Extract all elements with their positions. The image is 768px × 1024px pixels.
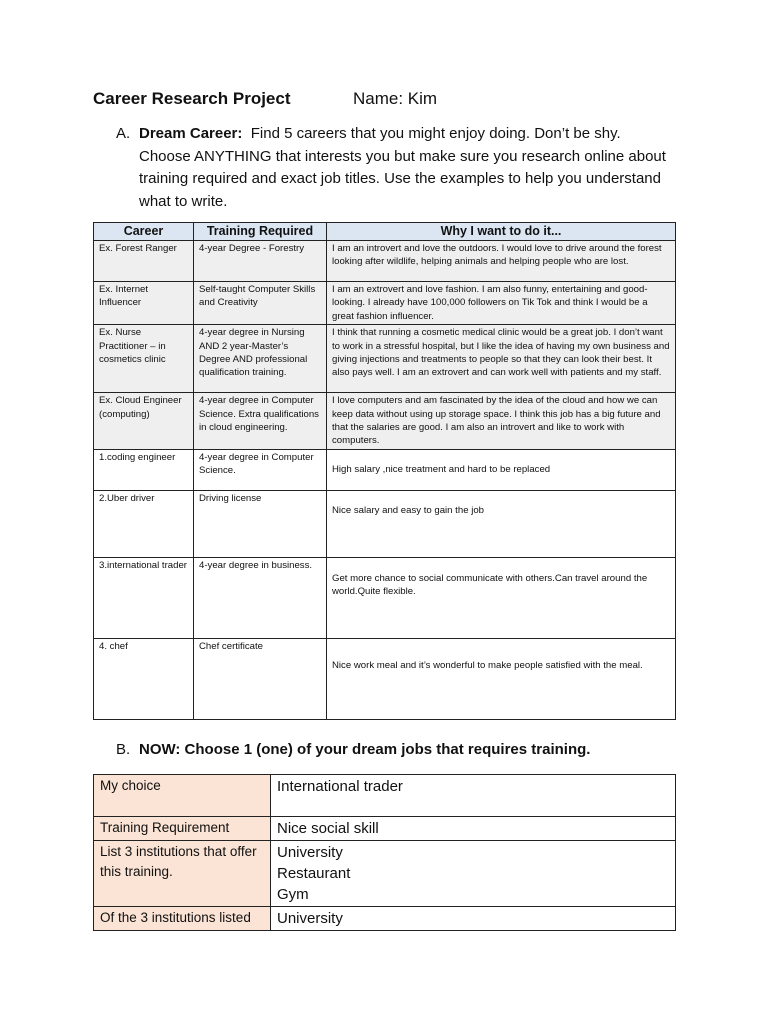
column-header-career: Career bbox=[94, 223, 194, 241]
why-cell bbox=[327, 638, 676, 719]
choice-table bbox=[93, 774, 676, 931]
why-cell: I love computers and am fascinated by the idea of the cloud and how we can keep data without using up storage space. I think this job has a big future and that the salaries are good. I am also an introvert and like to work with computers. bbox=[327, 393, 676, 450]
table-row bbox=[94, 241, 676, 282]
choice-row bbox=[94, 775, 676, 817]
choice-row bbox=[94, 817, 676, 841]
table-row bbox=[94, 638, 676, 719]
choice-row bbox=[94, 841, 676, 907]
why-cell: I think that running a cosmetic medical clinic would be a great job. I don’t want to work in a stressful hospital, but I like the idea of having my own business and giving injections and treatments to people so that they can look their best. It also pays well. I am an extrovert and can work well with patients and my staff. bbox=[327, 325, 676, 393]
table-row bbox=[94, 393, 676, 450]
section-b-text: NOW: Choose 1 (one) of your dream jobs that requires training. bbox=[139, 741, 591, 758]
training-cell: 4-year degree in business. bbox=[194, 557, 327, 638]
why-text: Nice work meal and it’s wonderful to make people satisfied with the meal. bbox=[332, 659, 643, 671]
table-row bbox=[94, 449, 676, 490]
training-cell: 4-year degree in Nursing AND 2 year-Master’s Degree AND professional qualification training. bbox=[194, 325, 327, 393]
table-row bbox=[94, 282, 676, 325]
column-header-training: Training Required bbox=[194, 223, 327, 241]
career-cell: 4. chef bbox=[94, 638, 194, 719]
training-requirement-label: Training Requirement bbox=[94, 817, 271, 841]
student-name: Name: Kim bbox=[353, 89, 438, 108]
of-three-value: University bbox=[271, 907, 676, 931]
why-text: Get more chance to social communicate with others.Can travel around the world.Quite flexible. bbox=[332, 572, 648, 598]
section-a-instructions bbox=[116, 123, 676, 213]
why-cell: High salary ,nice treatment and hard to be replaced bbox=[327, 449, 676, 490]
career-cell: Ex. Internet Influencer bbox=[94, 282, 194, 325]
why-text: Nice salary and easy to gain the job bbox=[332, 504, 484, 516]
career-cell: 1.coding engineer bbox=[94, 449, 194, 490]
page-title: Career Research Project bbox=[93, 89, 291, 108]
section-b-letter: B. bbox=[116, 741, 131, 758]
career-cell: Ex. Nurse Practitioner – in cosmetics clinic bbox=[94, 325, 194, 393]
section-a-text: Find 5 careers that you might enjoy doing. Don’t be shy. Choose ANYTHING that interests you but make sure you research online about training required and exact job titles. Use the examples to help you understand what to write. bbox=[139, 125, 666, 210]
training-cell: 4-year Degree - Forestry bbox=[194, 241, 327, 282]
training-cell: 4-year degree in Computer Science. bbox=[194, 449, 327, 490]
my-choice-label: My choice bbox=[94, 775, 271, 817]
column-header-why: Why I want to do it... bbox=[327, 223, 676, 241]
career-table-header-row bbox=[94, 223, 676, 241]
of-three-label: Of the 3 institutions listed bbox=[94, 907, 271, 931]
training-cell: Driving license bbox=[194, 490, 327, 557]
institution-item: Restaurant bbox=[277, 865, 351, 882]
training-requirement-value: Nice social skill bbox=[271, 817, 676, 841]
section-b-instructions bbox=[116, 741, 590, 758]
institutions-label: List 3 institutions that offer this training. bbox=[94, 841, 271, 907]
section-a-label: Dream Career: bbox=[139, 125, 243, 142]
table-row bbox=[94, 325, 676, 393]
training-cell: Chef certificate bbox=[194, 638, 327, 719]
why-cell: I am an introvert and love the outdoors. I would love to drive around the forest looking after wildlife, helping animals and helping people who are lost. bbox=[327, 241, 676, 282]
table-row bbox=[94, 490, 676, 557]
header bbox=[93, 89, 438, 109]
choice-row bbox=[94, 907, 676, 931]
career-cell: 2.Uber driver bbox=[94, 490, 194, 557]
section-a-letter: A. bbox=[116, 125, 131, 142]
career-cell: 3.international trader bbox=[94, 557, 194, 638]
why-cell: I am an extrovert and love fashion. I am also funny, entertaining and good-looking. I already have 100,000 followers on Tik Tok and think I would be a great fashion influencer. bbox=[327, 282, 676, 325]
my-choice-value: International trader bbox=[271, 775, 676, 817]
institutions-value bbox=[271, 841, 676, 907]
why-cell bbox=[327, 557, 676, 638]
career-cell: Ex. Cloud Engineer (computing) bbox=[94, 393, 194, 450]
training-cell: 4-year degree in Computer Science. Extra qualifications in cloud engineering. bbox=[194, 393, 327, 450]
why-cell bbox=[327, 490, 676, 557]
career-cell: Ex. Forest Ranger bbox=[94, 241, 194, 282]
institution-item: Gym bbox=[277, 886, 309, 903]
training-cell: Self-taught Computer Skills and Creativity bbox=[194, 282, 327, 325]
institution-item: University bbox=[277, 844, 343, 861]
career-table bbox=[93, 222, 676, 720]
table-row bbox=[94, 557, 676, 638]
